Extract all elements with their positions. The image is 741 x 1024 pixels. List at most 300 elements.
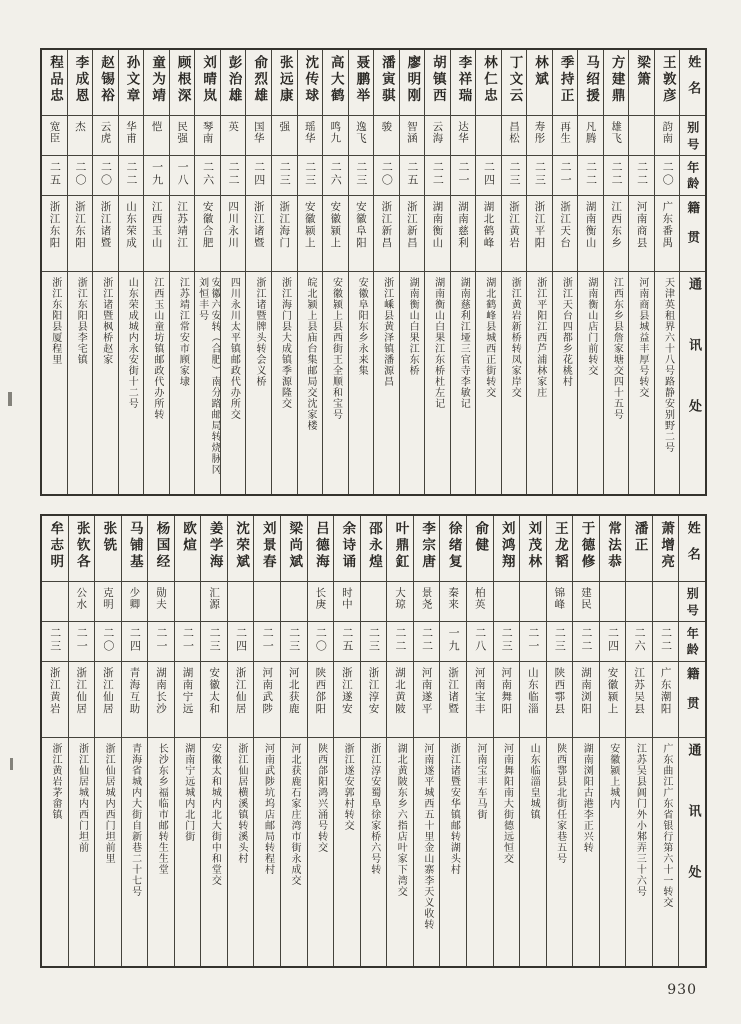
native-cell [246,196,271,272]
native-cell-text: 湖南宁远 [181,667,194,715]
address-cell [254,738,280,966]
alias-cell [361,582,387,622]
entry-column [501,50,527,494]
entry-column [245,50,271,494]
entry-column [322,50,348,494]
alias-cell [494,582,520,622]
native-cell-text: 广东番禺 [661,201,674,249]
entry-column [253,516,280,966]
age-cell [578,156,603,196]
age-cell [95,622,121,662]
name-cell [629,50,654,116]
entry-column [227,516,254,966]
entry-column [200,516,227,966]
age-cell-text: 二四 [234,627,248,653]
name-cell [653,516,679,582]
alias-cell [655,116,680,156]
alias-cell [400,116,425,156]
address-cell [440,738,466,966]
name-cell [655,50,680,116]
address-cell-text: 江西东乡县詹家塘交四十五号 [611,277,623,420]
address-cell-text: 浙江东阳县李宅镇 [75,277,87,365]
age-cell-text: 二三 [367,627,381,653]
entry-column [450,50,476,494]
native-cell [334,662,360,738]
entry-column [475,50,501,494]
native-cell [195,196,220,272]
address-cell [361,738,387,966]
age-cell-text: 二二 [659,627,673,653]
age-cell-text: 二一 [559,161,573,187]
address-cell [653,738,679,966]
age-cell [195,156,220,196]
address-cell [626,738,652,966]
age-cell-text: 二六 [633,627,647,653]
native-cell-text: 河北获鹿 [287,667,300,715]
native-cell-text: 浙江东阳 [48,201,61,249]
entry-column [577,50,603,494]
address-cell [476,272,501,494]
age-cell [626,622,652,662]
age-cell-text: 二二 [227,161,241,187]
age-cell-text: 二五 [340,627,354,653]
native-cell-text: 浙江黄岩 [508,201,521,249]
native-cell [440,662,466,738]
native-cell [494,662,520,738]
name-cell-text: 刘景春 [259,521,276,571]
address-cell-text: 长沙东乡福临市邮转生生堂 [156,743,168,875]
age-cell [653,622,679,662]
name-cell-text: 聂鹏举 [353,55,370,105]
alias-cell-text: 达华 [456,121,469,144]
age-cell [604,156,629,196]
address-cell-text: 山东临淄皇城镇 [528,743,540,820]
name-cell [349,50,374,116]
alias-cell [148,582,174,622]
native-cell-text: 山东荣成 [125,201,138,249]
alias-cell [414,582,440,622]
address-cell-text: 浙江仙居横溪镇转溪头村 [235,743,247,864]
native-cell-text: 四川永川 [227,201,240,249]
alias-cell-text: 再生 [559,121,572,144]
address-cell-text: 陕西郃阳鸿兴涌号转交 [315,743,327,853]
native-cell-text: 湖南衡山 [584,201,597,249]
name-cell [93,50,118,116]
entry-column [169,50,195,494]
name-cell-text: 俞健 [472,521,489,554]
alias-cell [69,582,95,622]
address-cell-text: 湖南衡山白果江东桥杜左记 [432,277,444,409]
name-cell-text: 刘晴岚 [200,55,217,105]
native-cell-text: 河南宝丰 [473,667,486,715]
native-cell [201,662,227,738]
name-cell [502,50,527,116]
address-cell [349,272,374,494]
name-cell [476,50,501,116]
age-cell-text: 二二 [579,627,593,653]
header-column [679,50,705,494]
age-cell [374,156,399,196]
age-cell-text: 二一 [181,627,195,653]
address-cell-text: 安徽颍上县西街王全顺和宝号 [330,277,342,420]
age-cell-text: 二三 [48,627,62,653]
entry-column [654,50,680,494]
header-age-cell-text: 年龄 [685,161,700,193]
native-cell-text: 安徽阜阳 [354,201,367,249]
age-cell-text: 二二 [635,161,649,187]
address-cell [655,272,680,494]
header-alias-cell [680,116,705,156]
alias-cell-text: 琴南 [201,121,214,144]
name-cell [201,516,227,582]
age-cell-text: 二二 [420,627,434,653]
address-cell [494,738,520,966]
native-cell-text: 安徽颍上 [329,201,342,249]
native-cell-text: 浙江诸暨 [252,201,265,249]
name-cell-text: 叶鼎釭 [392,521,409,571]
name-cell-text: 马铺基 [126,521,143,571]
entry-column [68,516,95,966]
alias-cell-text: 汇源 [208,587,221,610]
native-cell-text: 安徽颍上 [606,667,619,715]
name-cell-text: 牟志明 [47,521,64,571]
address-cell [414,738,440,966]
alias-cell [42,582,68,622]
alias-cell [604,116,629,156]
alias-cell-text: 时中 [340,587,353,610]
address-cell-text: 浙江诸暨安华镇邮转湖头村 [448,743,460,875]
address-cell [308,738,334,966]
age-cell [148,622,174,662]
address-cell [221,272,246,494]
alias-cell-text: 鸣九 [329,121,342,144]
name-cell-text: 萧增亮 [658,521,675,571]
name-cell [361,516,387,582]
name-cell-text: 梁箫 [634,55,651,88]
header-name-cell [679,516,705,582]
age-cell [451,156,476,196]
name-cell [440,516,466,582]
age-cell-text: 二三 [287,627,301,653]
age-cell-text: 二〇 [73,161,87,187]
native-cell [42,196,67,272]
name-cell [148,516,174,582]
alias-cell [272,116,297,156]
native-cell [400,196,425,272]
address-cell-text: 浙江黄岩新桥转凤家岸交 [509,277,521,398]
age-cell [144,156,169,196]
name-cell [144,50,169,116]
native-cell [119,196,144,272]
age-cell [547,622,573,662]
entry-column [333,516,360,966]
age-cell [527,156,552,196]
native-cell [272,196,297,272]
header-alias-cell-text: 别号 [685,587,700,621]
name-cell [573,516,599,582]
alias-cell [553,116,578,156]
age-cell-text: 二一 [456,161,470,187]
age-cell-text: 二四 [128,627,142,653]
age-cell-text: 一九 [447,627,461,653]
name-cell-text: 马绍援 [583,55,600,105]
native-cell-text: 安徽太和 [208,667,221,715]
native-cell-text: 浙江天台 [559,201,572,249]
age-cell [334,622,360,662]
native-cell [69,662,95,738]
age-cell-text: 二三 [278,161,292,187]
age-cell [600,622,626,662]
alias-cell-text: 寿彤 [533,121,546,144]
native-cell [254,662,280,738]
alias-cell-text: 雄飞 [610,121,623,144]
entry-column [493,516,520,966]
alias-cell [527,116,552,156]
name-cell-text: 孙文章 [123,55,140,105]
header-age-cell [679,622,705,662]
name-cell [374,50,399,116]
entry-column [652,516,679,966]
name-cell [527,50,552,116]
header-native-cell-text: 籍贯 [685,667,701,726]
address-cell [228,738,254,966]
scan-artifact [10,758,13,770]
native-cell [42,662,68,738]
name-cell [119,50,144,116]
native-cell-text: 浙江诸暨 [99,201,112,249]
address-cell [573,738,599,966]
alias-cell-text: 韵南 [661,121,674,144]
age-cell-text: 二四 [482,161,496,187]
address-cell-text: 江苏吴县阊门外小邾弄三十六号 [634,743,646,897]
native-cell-text: 江西玉山 [150,201,163,249]
native-cell [308,662,334,738]
address-cell [502,272,527,494]
address-cell-text: 河南舞阳南大街德远恒交 [501,743,513,864]
address-cell [425,272,450,494]
address-cell-text: 青海省城内大街自新巷二十七号 [129,743,141,897]
alias-cell [95,582,121,622]
native-cell [298,196,323,272]
address-cell [520,738,546,966]
address-cell [547,738,573,966]
name-cell-text: 方建鼎 [608,55,625,105]
name-cell [281,516,307,582]
age-cell [476,156,501,196]
directory-table-bottom [40,514,707,968]
name-cell [323,50,348,116]
native-cell [553,196,578,272]
age-cell [170,156,195,196]
entry-column [297,50,323,494]
native-cell [323,196,348,272]
name-cell-text: 李宗唐 [419,521,436,571]
name-cell-text: 于德修 [578,521,595,571]
address-cell-text: 四川永川太平镇邮政代办所交 [228,277,240,420]
age-cell-text: 二〇 [101,627,115,653]
native-cell-text: 浙江仙居 [234,667,247,715]
age-cell-text: 二一 [75,627,89,653]
alias-cell-text: 恺 [150,121,163,133]
address-cell [42,738,68,966]
address-cell-text: 安徽六安转（合肥）南分路邮局转烧脉冈刘恒丰号 [196,277,220,475]
name-cell-text: 徐绪复 [445,521,462,571]
age-cell [361,622,387,662]
age-cell [387,622,413,662]
native-cell-text: 浙江诸暨 [447,667,460,715]
address-cell-text: 浙江遂安郭村转交 [342,743,354,831]
header-alias-cell [679,582,705,622]
name-cell-text: 姜学海 [206,521,223,571]
native-cell-text: 江苏吴县 [633,667,646,715]
entry-column [439,516,466,966]
native-cell-text: 湖南长沙 [154,667,167,715]
native-cell-text: 浙江遂安 [340,667,353,715]
name-cell-text: 丁文云 [506,55,523,105]
alias-cell-text: 民强 [176,121,189,144]
address-cell-text: 河南宝丰车马街 [474,743,486,820]
native-cell [502,196,527,272]
name-cell-text: 赵锡裕 [98,55,115,105]
age-cell-text: 二〇 [314,627,328,653]
entry-column [118,50,144,494]
native-cell [148,662,174,738]
name-cell [334,516,360,582]
address-cell-text: 浙江诸暨牌头转会义桥 [253,277,265,387]
native-cell-text: 浙江海门 [278,201,291,249]
alias-cell-text: 凡腾 [584,121,597,144]
alias-cell [653,582,679,622]
name-cell [170,50,195,116]
alias-cell [122,582,148,622]
alias-cell [201,582,227,622]
header-alias-cell-text: 别号 [685,121,700,155]
alias-cell-text: 建民 [579,587,592,610]
alias-cell [221,116,246,156]
entry-column [360,516,387,966]
address-cell-text: 湖北黄陂东乡六指店叶家下湾交 [395,743,407,897]
alias-cell-text: 大琼 [394,587,407,610]
age-cell [655,156,680,196]
native-cell-text: 湖南浏阳 [579,667,592,715]
name-cell [600,516,626,582]
name-cell-text: 童为靖 [149,55,166,105]
alias-cell [119,116,144,156]
name-cell [387,516,413,582]
name-cell-text: 程品忠 [46,55,63,105]
address-cell-text: 浙江嵊县黄泽镇潘源昌 [381,277,393,387]
address-cell [69,738,95,966]
entry-column [121,516,148,966]
native-cell [604,196,629,272]
age-cell-text: 一九 [150,161,164,187]
alias-cell-text: 景尧 [420,587,433,610]
native-cell [520,662,546,738]
age-cell [221,156,246,196]
native-cell-text: 浙江仙居 [75,667,88,715]
native-cell [629,196,654,272]
alias-cell [520,582,546,622]
age-cell [201,622,227,662]
header-native-cell [680,196,705,272]
name-cell [578,50,603,116]
name-cell-text: 吕德海 [312,521,329,571]
address-cell-text: 湖南衡山店门前转交 [585,277,597,376]
native-cell [122,662,148,738]
age-cell [629,156,654,196]
header-address-cell [680,272,705,494]
entry-column [526,50,552,494]
alias-cell [374,116,399,156]
native-cell-text: 湖南慈利 [456,201,469,249]
age-cell [520,622,546,662]
alias-cell [629,116,654,156]
entry-column [194,50,220,494]
name-cell [228,516,254,582]
name-cell-text: 林仁忠 [480,55,497,105]
alias-cell-text: 云虎 [99,121,112,144]
name-cell-text: 潘正 [631,521,648,554]
alias-cell [626,582,652,622]
name-cell [69,516,95,582]
alias-cell [93,116,118,156]
native-cell [547,662,573,738]
age-cell-text: 二〇 [380,161,394,187]
name-cell [95,516,121,582]
native-cell-text: 湖北鹤峰 [482,201,495,249]
native-cell [414,662,440,738]
address-cell [298,272,323,494]
age-cell-text: 一八 [176,161,190,187]
native-cell-text: 山东临淄 [526,667,539,715]
entry-column [625,516,652,966]
address-cell-text: 湖南衡山白果江东桥 [407,277,419,376]
address-cell [272,272,297,494]
age-cell-text: 二二 [431,161,445,187]
header-name-cell-text: 姓名 [685,55,701,107]
entry-column [94,516,121,966]
alias-cell [195,116,220,156]
age-cell-text: 二〇 [661,161,675,187]
age-cell [573,622,599,662]
native-cell [228,662,254,738]
alias-cell-text: 国华 [252,121,265,144]
native-cell-text: 浙江新昌 [405,201,418,249]
address-cell-text: 河北获鹿石家庄湾市街永成交 [289,743,301,886]
name-cell [626,516,652,582]
address-cell-text: 安徽太和城内北大街中和堂交 [209,743,221,886]
entry-column [373,50,399,494]
alias-cell-text: 瑶华 [303,121,316,144]
entry-column [220,50,246,494]
age-cell [69,622,95,662]
name-cell-text: 潘寅骐 [378,55,395,105]
native-cell-text: 安徽颍上 [303,201,316,249]
entry-column [271,50,297,494]
address-cell-text: 陕西鄠县北街任家巷五号 [554,743,566,864]
age-cell [400,156,425,196]
name-cell [547,516,573,582]
address-cell [553,272,578,494]
native-cell-text: 河南遂平 [420,667,433,715]
native-cell [361,662,387,738]
address-cell-text: 江西玉山童坊镇邮政代办所转 [151,277,163,420]
native-cell-text: 河南武陟 [261,667,274,715]
native-cell-text: 江西东乡 [610,201,623,249]
header-name-cell-text: 姓名 [684,521,700,573]
entry-column [466,516,493,966]
entry-column [386,516,413,966]
